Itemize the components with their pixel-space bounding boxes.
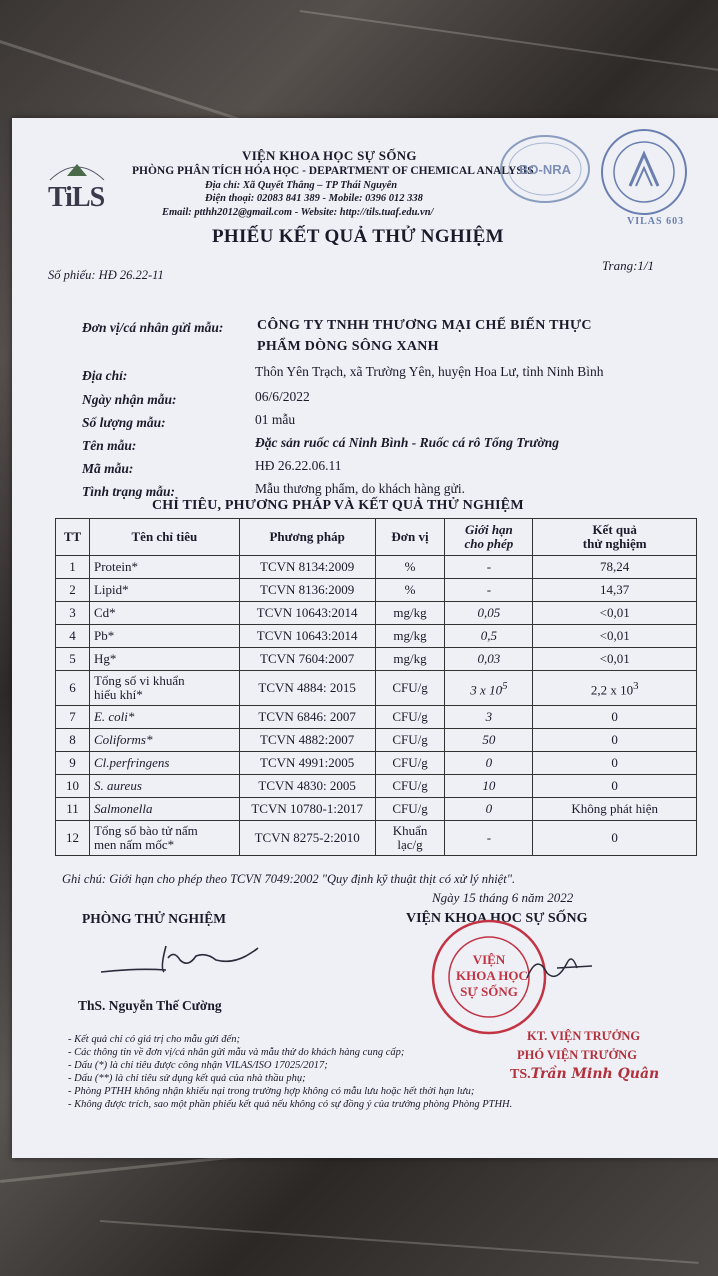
cell-unit-l1: CFU/g	[392, 755, 428, 770]
cell-method: TCVN 10780-1:2017	[239, 798, 375, 821]
table-row	[56, 706, 697, 729]
cell-limit-value: 3 x 10	[470, 682, 503, 698]
cell-limit-value: 10	[482, 778, 496, 793]
cell-limit	[445, 556, 533, 579]
footnote: - Kết quả chỉ có giá trị cho mẫu gửi đến;	[68, 1034, 240, 1045]
header-limit-l2: cho phép	[464, 536, 514, 551]
received-date-value: 06/6/2022	[255, 389, 310, 404]
cell-method: TCVN 4884: 2015	[239, 671, 375, 706]
cell-tt: 8	[56, 729, 90, 752]
cell-name-l1: Cl.perfringens	[93, 755, 170, 770]
marble-vein	[100, 1220, 699, 1264]
vilas-seal-icon	[600, 128, 688, 216]
cell-unit	[375, 602, 445, 625]
cell-tt: 9	[56, 752, 90, 775]
cell-tt: 10	[56, 775, 90, 798]
cell-limit-value: 0	[485, 755, 493, 770]
stamp-line3: SỰ SỐNG	[460, 984, 518, 999]
cell-name	[89, 602, 239, 625]
cell-name	[89, 671, 239, 706]
sample-code-label: Mã mẫu:	[82, 461, 134, 476]
signature-icon	[96, 938, 296, 978]
cell-limit-value: 0,05	[477, 605, 501, 620]
signatory-title: KT. VIỆN TRƯỞNG	[527, 1029, 641, 1043]
cell-result	[533, 729, 697, 752]
footnote: - Không được trích, sao một phần phiếu kết quả nếu không có sự đồng ý của trưởng phòng Phòng PTHH.	[68, 1099, 513, 1110]
cell-unit-l1: mg/kg	[393, 605, 427, 620]
cell-name-l1: Cd*	[93, 605, 116, 620]
cell-unit-l1: CFU/g	[392, 732, 428, 747]
signatory-position: PHÓ VIỆN TRƯỞNG	[517, 1048, 637, 1062]
cell-name	[89, 775, 239, 798]
cell-limit-exp: 5	[502, 679, 508, 692]
stamp-text	[456, 952, 528, 1000]
cell-name-l1: S. aureus	[93, 778, 142, 793]
cell-limit-value: -	[486, 830, 492, 845]
cell-result-value: 0	[611, 755, 618, 770]
logo-text: TiLS	[48, 182, 105, 213]
cell-tt: 2	[56, 579, 90, 602]
header-name: Tên chỉ tiêu	[89, 519, 239, 556]
document-title: PHIẾU KẾT QUẢ THỬ NGHIỆM	[212, 226, 504, 247]
footnote: - Các thông tin về đơn vị/cá nhân gửi mẫu và mẫu thử do khách hàng cung cấp;	[68, 1047, 405, 1058]
header-limit-l1: Giới hạn	[464, 522, 513, 537]
cell-unit	[375, 671, 445, 706]
table-row	[56, 798, 697, 821]
received-date-label: Ngày nhận mẫu:	[82, 392, 177, 407]
quantity-value: 01 mẫu	[255, 412, 296, 427]
cell-limit	[445, 752, 533, 775]
sample-code-value: HĐ 26.22.06.11	[255, 458, 342, 473]
cell-tt: 4	[56, 625, 90, 648]
signature-icon	[517, 948, 597, 988]
cell-limit-value: 0	[485, 801, 493, 816]
cell-name-l1: Coliforms*	[93, 732, 153, 747]
cell-unit-l1: %	[404, 559, 416, 574]
footnote: - Dấu (*) là chỉ tiêu được công nhận VILAS/ISO 17025/2017;	[68, 1060, 328, 1071]
cell-result	[533, 648, 697, 671]
cell-name	[89, 579, 239, 602]
cell-unit-l1: mg/kg	[393, 651, 427, 666]
header-result	[533, 519, 697, 556]
cell-result-value: Không phát hiện	[571, 801, 658, 816]
cell-unit	[375, 648, 445, 671]
cell-limit-value: 0,03	[477, 651, 501, 666]
cell-unit-l1: CFU/g	[392, 801, 428, 816]
institute-name: VIỆN KHOA HỌC SỰ SỐNG	[242, 148, 417, 163]
cell-limit	[445, 798, 533, 821]
cell-unit	[375, 556, 445, 579]
cell-result-value: 78,24	[600, 559, 630, 574]
cell-tt: 1	[56, 556, 90, 579]
cell-result-value: <0,01	[599, 628, 630, 643]
header-method: Phương pháp	[239, 519, 375, 556]
cell-method: TCVN 6846: 2007	[239, 706, 375, 729]
results-table	[55, 518, 697, 856]
cell-result-value: 0	[611, 732, 618, 747]
cell-limit	[445, 775, 533, 798]
cell-method: TCVN 8275-2:2010	[239, 821, 375, 856]
table-row	[56, 752, 697, 775]
cell-method: TCVN 4991:2005	[239, 752, 375, 775]
sample-condition-value: Mẫu thương phẩm, do khách hàng gửi.	[255, 481, 465, 496]
sample-name-label: Tên mẫu:	[82, 438, 137, 453]
tester-name: ThS. Nguyễn Thế Cường	[78, 998, 222, 1013]
cell-name-l2: men nấm mốc*	[93, 837, 175, 852]
cell-result	[533, 602, 697, 625]
cell-unit	[375, 625, 445, 648]
cell-tt: 3	[56, 602, 90, 625]
cell-result	[533, 798, 697, 821]
cell-unit-l1: CFU/g	[392, 709, 428, 724]
address-label: Địa chỉ:	[82, 368, 128, 383]
cell-unit-l1: CFU/g	[392, 680, 428, 695]
table-row	[56, 648, 697, 671]
header-result-l1: Kết quả	[592, 522, 637, 537]
cell-limit-value: 0,5	[480, 628, 498, 643]
institute-sign-label: VIỆN KHOA HỌC SỰ SỐNG	[406, 911, 588, 926]
cell-unit	[375, 706, 445, 729]
cell-name	[89, 729, 239, 752]
cell-result-value: 0	[611, 709, 618, 724]
department-name: PHÒNG PHÂN TÍCH HÓA HỌC - DEPARTMENT OF CHEMICAL ANALYSIS	[132, 165, 534, 177]
table-row	[56, 821, 697, 856]
cell-name-l1: Lipid*	[93, 582, 129, 597]
cell-unit	[375, 821, 445, 856]
tester-signature	[96, 938, 296, 978]
vilas-badge	[600, 128, 688, 216]
table-row	[56, 625, 697, 648]
cell-limit	[445, 625, 533, 648]
cell-name-l1: Salmonella	[93, 801, 153, 816]
marble-vein	[300, 10, 718, 82]
table-row	[56, 775, 697, 798]
cell-tt: 7	[56, 706, 90, 729]
cell-unit	[375, 752, 445, 775]
cell-result	[533, 625, 697, 648]
header-result-l2: thử nghiệm	[582, 536, 647, 551]
cell-result-value: <0,01	[599, 605, 630, 620]
cell-unit-l1: %	[404, 582, 416, 597]
cell-name	[89, 648, 239, 671]
cell-limit-value: 50	[482, 732, 496, 747]
cell-result	[533, 706, 697, 729]
cell-name-l1: Hg*	[93, 651, 117, 666]
signatory-name	[510, 1066, 659, 1083]
table-row	[56, 729, 697, 752]
stamp-line1: VIỆN	[472, 952, 506, 967]
quantity-label: Số lượng mẫu:	[82, 415, 166, 430]
cell-result	[533, 579, 697, 602]
email-website: Email: ptthh2012@gmail.com - Website: http://tils.tuaf.edu.vn/	[162, 207, 434, 218]
cell-method: TCVN 4882:2007	[239, 729, 375, 752]
cell-result-value: <0,01	[599, 651, 630, 666]
cell-limit	[445, 821, 533, 856]
cell-result	[533, 821, 697, 856]
cell-limit-value: -	[486, 559, 492, 574]
cell-result-value: 14,37	[600, 582, 630, 597]
cell-result-value: 0	[611, 830, 618, 845]
bo-nra-icon	[499, 133, 591, 205]
table-row	[56, 579, 697, 602]
cell-name	[89, 556, 239, 579]
cell-method: TCVN 10643:2014	[239, 602, 375, 625]
header-tt: TT	[56, 519, 90, 556]
phone: Điện thoại: 02083 841 389 - Mobile: 0396 012 338	[205, 193, 423, 204]
cell-limit-value: 3	[485, 709, 493, 724]
table-title: CHỈ TIÊU, PHƯƠNG PHÁP VÀ KẾT QUẢ THỬ NGHIỆM	[152, 498, 524, 513]
sender-name-line2: PHẨM DÒNG SÔNG XANH	[257, 339, 439, 354]
cell-tt: 11	[56, 798, 90, 821]
cell-unit	[375, 579, 445, 602]
cell-result-value: 0	[611, 778, 618, 793]
note: Ghi chú: Giới hạn cho phép theo TCVN 7049:2002 "Quy định kỹ thuật thịt có xử lý nhiệt".	[62, 872, 516, 886]
cell-limit	[445, 602, 533, 625]
signatory-prefix: TS.	[510, 1067, 531, 1082]
sender-name-line1: CÔNG TY TNHH THƯƠNG MẠI CHẾ BIẾN THỰC	[257, 318, 592, 333]
cell-name-l1: Tổng số bào tử nấm	[93, 823, 198, 838]
vilas-code: VILAS 603	[627, 216, 685, 227]
cell-limit-value: -	[486, 582, 492, 597]
cell-result-exp: 3	[633, 679, 639, 692]
badge-text: BO-NRA	[519, 162, 571, 177]
table-row	[56, 556, 697, 579]
stamp-line2: KHOA HỌC	[456, 968, 528, 983]
lab-dept-label: PHÒNG THỬ NGHIỆM	[82, 911, 227, 926]
cell-name-l1: Protein*	[93, 559, 139, 574]
footnote: - Dấu (**) là chỉ tiêu sử dụng kết quả của nhà thầu phụ;	[68, 1073, 306, 1084]
cell-limit	[445, 579, 533, 602]
cell-result-value: 2,2 x 10	[590, 682, 634, 698]
cell-unit	[375, 798, 445, 821]
signatory-fullname: Trần Minh Quân	[530, 1066, 660, 1082]
cell-unit	[375, 729, 445, 752]
cell-name-l2: hiếu khí*	[93, 687, 143, 702]
bo-nra-badge	[499, 133, 591, 205]
report-number: Số phiếu: HĐ 26.22-11	[48, 268, 164, 282]
cell-limit	[445, 706, 533, 729]
tils-logo	[42, 158, 112, 220]
test-result-document	[12, 118, 718, 1158]
cell-result	[533, 556, 697, 579]
signing-date: Ngày 15 tháng 6 năm 2022	[432, 890, 574, 905]
cell-limit	[445, 729, 533, 752]
cell-tt: 12	[56, 821, 90, 856]
cell-method: TCVN 10643:2014	[239, 625, 375, 648]
table-header-row	[56, 519, 697, 556]
cell-unit-l1: mg/kg	[393, 628, 427, 643]
cell-result	[533, 671, 697, 706]
cell-name	[89, 798, 239, 821]
cell-result	[533, 775, 697, 798]
cell-unit	[375, 775, 445, 798]
cell-unit-l1: Khuẩn	[392, 823, 428, 838]
cell-name-l1: E. coli*	[93, 709, 135, 724]
cell-result	[533, 752, 697, 775]
header-unit: Đơn vị	[375, 519, 445, 556]
sample-name-value: Đặc sản ruốc cá Ninh Bình - Ruốc cá rô Tổng Trường	[255, 435, 560, 450]
cell-name-l1: Pb*	[93, 628, 115, 643]
director-signature	[517, 948, 597, 988]
cell-limit	[445, 671, 533, 706]
address-value: Thôn Yên Trạch, xã Trường Yên, huyện Hoa Lư, tỉnh Ninh Bình	[255, 364, 604, 379]
header-limit	[445, 519, 533, 556]
table-row	[56, 671, 697, 706]
cell-method: TCVN 7604:2007	[239, 648, 375, 671]
cell-name	[89, 625, 239, 648]
cell-method: TCVN 8134:2009	[239, 556, 375, 579]
cell-name-l1: Tổng số vi khuẩn	[93, 673, 185, 688]
cell-unit-l1: CFU/g	[392, 778, 428, 793]
cell-limit	[445, 648, 533, 671]
cell-name	[89, 821, 239, 856]
sender-label: Đơn vị/cá nhân gửi mẫu:	[82, 320, 224, 335]
cell-unit-l2: lạc/g	[397, 837, 423, 852]
cell-name	[89, 752, 239, 775]
cell-method: TCVN 4830: 2005	[239, 775, 375, 798]
table-row	[56, 602, 697, 625]
cell-tt: 5	[56, 648, 90, 671]
footnote: - Phòng PTHH không nhận khiếu nại trong trường hợp không có mẫu lưu hoặc hết thời hạn lưu;	[68, 1086, 475, 1097]
page-number: Trang:1/1	[602, 258, 655, 273]
cell-method: TCVN 8136:2009	[239, 579, 375, 602]
cell-tt: 6	[56, 671, 90, 706]
address: Địa chỉ: Xã Quyết Thắng – TP Thái Nguyên	[205, 180, 398, 191]
sample-condition-label: Tình trạng mẫu:	[82, 484, 176, 499]
cell-name	[89, 706, 239, 729]
